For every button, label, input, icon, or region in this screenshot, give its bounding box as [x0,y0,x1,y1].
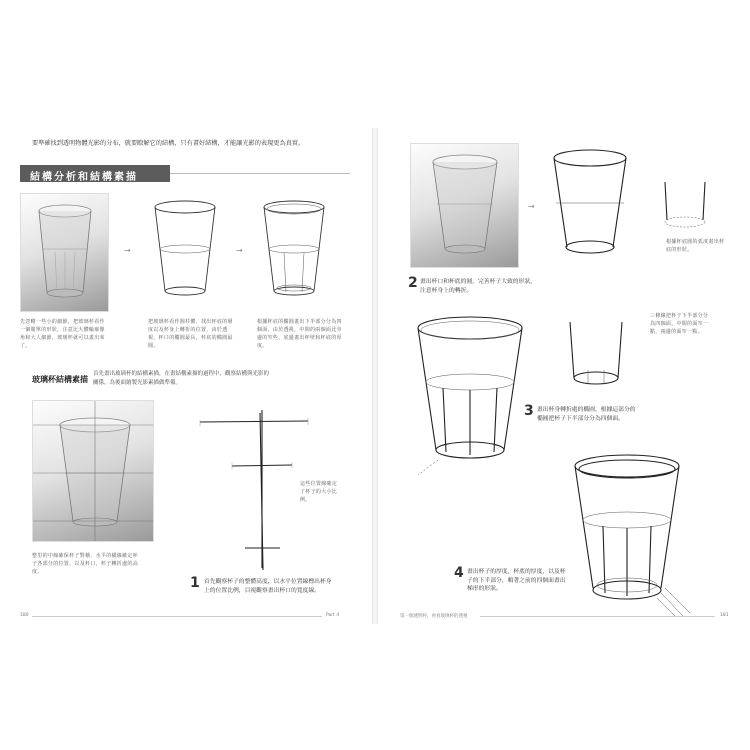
caption-2: 把玻璃杯看作圓柱體，找出杯底的層度以及杯身上轉折的位置，由於透視，杯口的橢圓最長，杯底的橢圓最圓。 [148,319,233,349]
arrow-icon: → [124,246,131,255]
glass-sketch-6 [565,448,695,618]
glass-photo-2-drawing [33,401,153,541]
step-3-text: 畫出杯身轉折處的橢圓，根據這部分的橢圓把杯子下半部分分為四個面。 [537,407,636,422]
glass-photo-1 [20,193,109,312]
folio-left-title: Part 4 [326,613,340,618]
note-1: 這些位置線確定了杯子的大小比例。 [300,481,338,503]
glass-photo-2 [32,400,154,542]
glass-photo-1-drawing [21,194,108,311]
sub-description: 首先畫出玻璃杯的結構素描，在畫結構素描的過程中，觀察結構與光影的關係，為後面繪製光影素描做準備。 [93,371,270,386]
folio-right-title: 第一個透明杯，看看玻璃杯的透視 [400,614,468,619]
section-title-bar [20,165,170,182]
arrow-icon: → [528,202,535,211]
note-2: 根據杯底圓的弧度畫出杯底的形狀。 [666,239,725,253]
folio-rule-left [32,616,322,617]
folio-right-number: 181 [720,613,729,618]
step-1-text: 首先觀察杯子的整體高度，以水平位置線標出杯身上的位置比例，目視觀察畫出杯口的寬度線。 [204,579,332,594]
folio-rule-right [480,616,715,617]
glass-sketch-2 [145,193,225,310]
step-3-number: 3 [524,403,534,419]
step-4-text: 畫出杯子的厚度，杯底的厚度，以及杯子的下半部分，順著之前的四個面畫出梯形的形狀。 [467,569,566,592]
glass-photo-3 [410,143,519,268]
step-2-text: 畫出杯口和杯底的圓，完善杯子大致的形狀，注意杯身上的轉折。 [420,279,536,294]
step-1-number: 1 [190,575,200,591]
step-4-number: 4 [454,565,464,581]
caption-1: 先忽略一些小的細節，把玻璃杯看作一個簡單的形狀，注意比大體輪廓像角和大人細節，玻璃杯就可以畫出來了。 [20,319,105,349]
glass-photo-3-drawing [411,144,518,267]
glass-sketch-5 [408,310,533,480]
section-rule [170,173,350,174]
note-3: 三條線把杯子下半部分分為四個面，中間的面窄一點，兩邊的面窄一點。 [650,313,709,335]
step-2-number: 2 [408,275,418,291]
folio-left-number: 180 [20,613,29,618]
glass-sketch-3 [254,193,334,310]
caption-4: 整里的中線確保杯子對稱，水平的橫線確定杯子各部分的位置，以及杯口，杯子轉折處的高度。 [32,553,139,575]
glass-sketch-4 [545,143,635,268]
caption-3: 根據杯底的橢圓畫出下半部分分為四個面，由於透視，中間的兩個面比旁邊的窄些，底邊畫出杯壁和杯底的厚度。 [257,319,342,349]
intro-text: 要準確找到透明物體光影的分布，就要瞭解它的結構，只有畫好結構，才能讓光影的表現更為真實。 [32,140,305,147]
sub-heading: 玻璃杯結構素描 [32,375,88,384]
section-title: 結構分析和結構素描 [30,172,138,183]
arrow-icon: → [236,246,243,255]
glass-bottom-sketch [560,320,635,400]
